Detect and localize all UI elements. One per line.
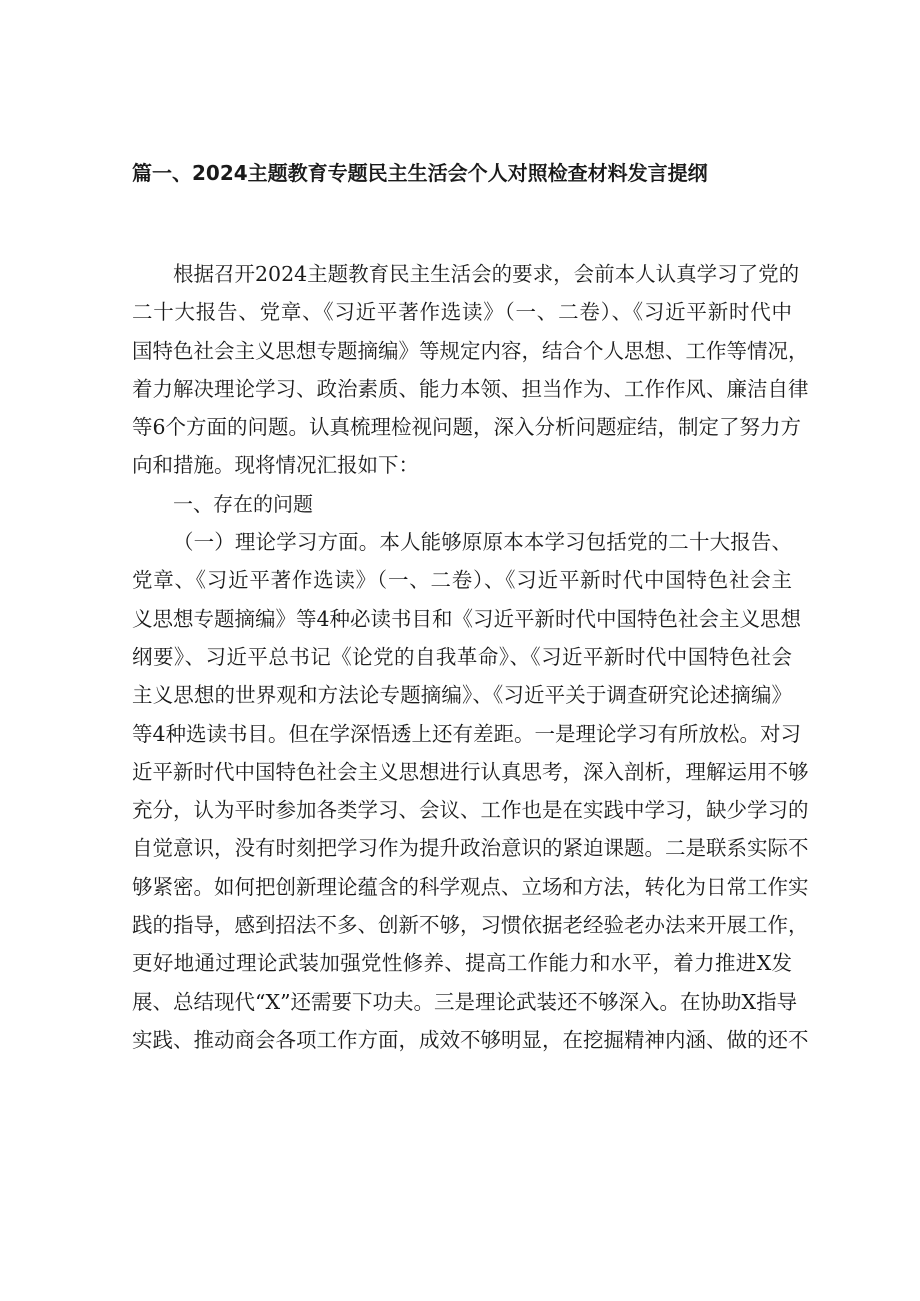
document-title: 篇一、2024主题教育专题民主生活会个人对照检查材料发言提纲	[132, 161, 708, 185]
section1-line: 主义思想的世界观和方法论专题摘编》、《习近平关于调查研究论述摘编》	[132, 683, 792, 708]
intro-line: 等6个方面的问题。认真梳理检视问题，深入分析问题症结，制定了努力方	[132, 415, 802, 440]
section1-line: 践的指导，感到招法不多、创新不够，习惯依据老经验老办法来开展工作，	[132, 913, 809, 938]
section1-line: 够紧密。如何把创新理论蕴含的科学观点、立场和方法，转化为日常工作实	[132, 874, 809, 899]
intro-line: 着力解决理论学习、政治素质、能力本领、担当作为、工作作风、廉洁自律	[132, 376, 809, 401]
section1-line: 充分，认为平时参加各类学习、会议、工作也是在实践中学习，缺少学习的	[132, 798, 809, 823]
section1-line: 展、总结现代“X”还需要下功夫。三是理论武装还不够深入。在协助X指导	[132, 989, 798, 1014]
section1-line: 更好地通过理论武装加强党性修养、提高工作能力和水平，着力推进X发	[132, 951, 792, 976]
intro-line: 二十大报告、党章、《习近平著作选读》（一、二卷）、《习近平新时代中	[132, 300, 792, 325]
intro-line: 根据召开2024主题教育民主生活会的要求，会前本人认真学习了党的	[173, 262, 800, 286]
section-heading: 一、存在的问题	[173, 491, 313, 516]
section1-line: 等4种选读书目。但在学深悟透上还有差距。一是理论学习有所放松。对习	[132, 721, 802, 746]
document-body	[132, 255, 809, 1059]
section1-line: 自觉意识，没有时刻把学习作为提升政治意识的紧迫课题。二是联系实际不	[132, 836, 809, 861]
section1-line: 近平新时代中国特色社会主义思想进行认真思考，深入剖析，理解运用不够	[132, 759, 809, 784]
section1-line: 义思想专题摘编》等4种必读书目和《习近平新时代中国特色社会主义思想	[132, 606, 802, 631]
section1-line: 实践、推动商会各项工作方面，成效不够明显，在挖掘精神内涵、做的还不	[132, 1027, 809, 1052]
section1-line: 党章、《习近平著作选读》（一、二卷）、《习近平新时代中国特色社会主	[132, 568, 792, 593]
intro-line: 国特色社会主义思想专题摘编》等规定内容，结合个人思想、工作等情况，	[132, 338, 809, 363]
section1-line: 纲要》、习近平总书记《论党的自我革命》、《习近平新时代中国特色社会	[132, 644, 792, 669]
section1-line: （一）理论学习方面。本人能够原原本本学习包括党的二十大报告、	[173, 530, 792, 555]
intro-line: 向和措施。现将情况汇报如下：	[132, 453, 419, 478]
